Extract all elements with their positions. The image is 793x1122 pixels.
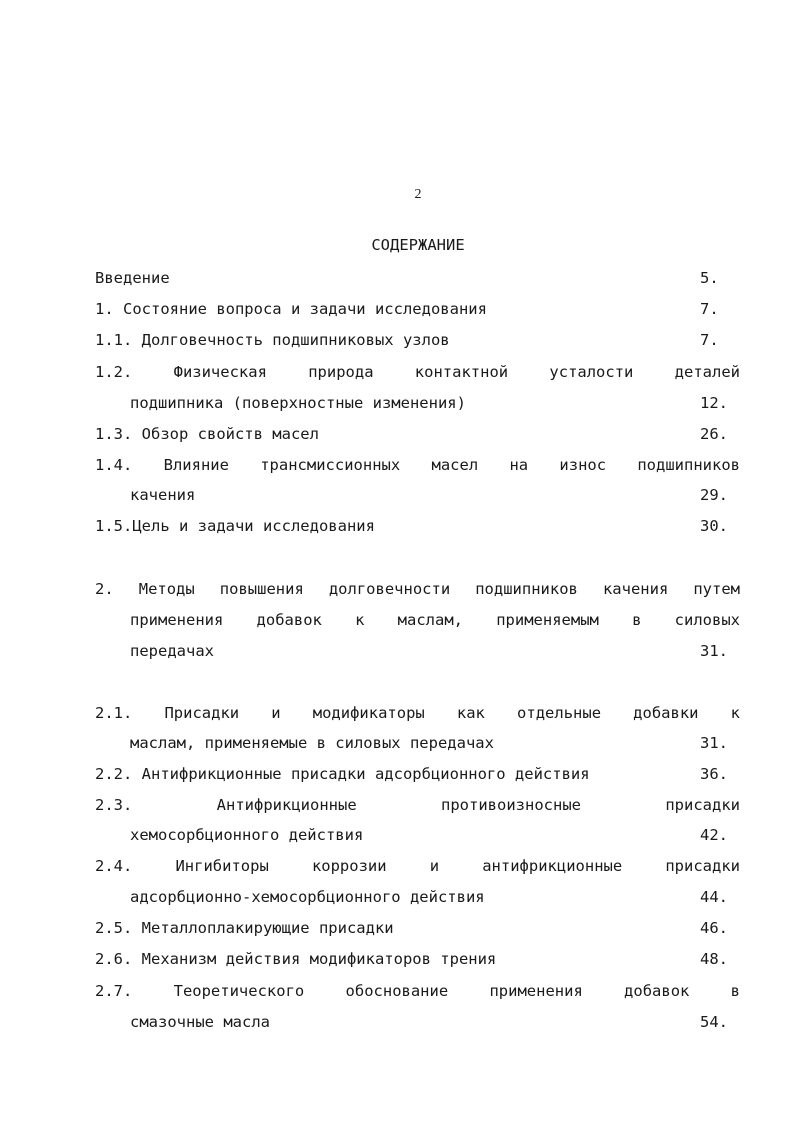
toc-entry-2-1: [95, 702, 740, 724]
toc-entry-text: передачах: [130, 642, 214, 660]
toc-entry-page: 29.: [700, 486, 728, 504]
toc-entry-text: 2.1. Присадки и модификаторы как отдельные добавки к: [95, 704, 740, 722]
toc-entry-page: 46.: [700, 919, 728, 937]
toc-entry-1: [95, 298, 740, 320]
toc-entry-2-3: [95, 794, 740, 816]
toc-entry-text: 1. Состояние вопроса и задачи исследования: [95, 300, 487, 318]
toc-entry-page: 5.: [700, 269, 719, 287]
toc-entry-1-5: [95, 515, 740, 537]
toc-entry-text: 1.1. Долговечность подшипниковых узлов: [95, 331, 450, 349]
toc-entry-1-4: [95, 454, 740, 476]
toc-entry-text: 2. Методы повышения долговечности подшипников качения путем: [95, 580, 740, 598]
toc-entry-2: [95, 578, 740, 600]
toc-entry-text: маслам, применяемые в силовых передачах: [130, 734, 494, 752]
toc-entry-text: 2.4. Ингибиторы коррозии и антифрикционные присадки: [95, 857, 740, 875]
toc-entry-text: 1.4. Влияние трансмиссионных масел на износ подшипников: [95, 456, 740, 474]
toc-heading: СОДЕРЖАНИЕ: [371, 236, 465, 254]
toc-entry-2-7: [95, 980, 740, 1002]
toc-entry-1-2-cont: [130, 392, 740, 414]
toc-entry-text: 2.7. Теоретического обоснование применения добавок в: [95, 982, 740, 1000]
toc-entry-2-cont: [130, 609, 740, 631]
toc-entry-1-3: [95, 423, 740, 445]
toc-entry-page: 48.: [700, 950, 728, 968]
toc-entry-text: Введение: [95, 269, 170, 287]
toc-entry-1-2: [95, 361, 740, 383]
toc-entry-text: адсорбционно-хемосорбционного действия: [130, 888, 485, 906]
toc-entry-text: 1.5.Цель и задачи исследования: [95, 517, 375, 535]
toc-entry-page: 42.: [700, 826, 728, 844]
toc-entry-text: применения добавок к маслам, применяемым в силовых: [130, 611, 740, 629]
toc-entry-page: 7.: [700, 331, 719, 349]
toc-entry-page: 7.: [700, 300, 719, 318]
toc-entry-1-4-cont: [130, 484, 740, 506]
toc-entry-text: смазочные масла: [130, 1013, 270, 1031]
page-number: 2: [414, 187, 422, 202]
toc-entry-page: 54.: [700, 1013, 728, 1031]
toc-entry-text: 2.2. Антифрикционные присадки адсорбционного действия: [95, 765, 590, 783]
toc-entry-page: 26.: [700, 425, 728, 443]
toc-entry-text: хемосорбционного действия: [130, 826, 364, 844]
toc-entry-2-6: [95, 948, 740, 970]
toc-entry-page: 44.: [700, 888, 728, 906]
toc-entry-page: 12.: [700, 394, 728, 412]
toc-entry-2-7-cont: [130, 1011, 740, 1033]
toc-entry-page: 31.: [700, 642, 728, 660]
toc-entry-text: подшипника (поверхностные изменения): [130, 394, 466, 412]
toc-entry-1-1: [95, 329, 740, 351]
toc-entry-text: 1.2. Физическая природа контактной усталости деталей: [95, 363, 740, 381]
toc-entry-text: 1.3. Обзор свойств масел: [95, 425, 319, 443]
toc-entry-2-3-cont: [130, 824, 740, 846]
toc-entry-page: 36.: [700, 765, 728, 783]
toc-entry-2-2: [95, 763, 740, 785]
toc-entry-text: 2.3. Антифрикционные противоизносные присадки: [95, 796, 740, 814]
toc-entry-text: 2.5. Металлоплакирующие присадки: [95, 919, 394, 937]
toc-entry-text: качения: [130, 486, 196, 504]
toc-entry-text: 2.6. Механизм действия модификаторов трения: [95, 950, 497, 968]
toc-entry-page: 31.: [700, 734, 728, 752]
toc-entry-2-1-cont: [130, 732, 740, 754]
toc-entry-page: 30.: [700, 517, 728, 535]
toc-entry-2-4-cont: [130, 886, 740, 908]
toc-entry-2-cont2: [130, 640, 740, 662]
toc-entry-2-5: [95, 917, 740, 939]
toc-entry-2-4: [95, 855, 740, 877]
toc-entry-introduction: [95, 267, 740, 289]
